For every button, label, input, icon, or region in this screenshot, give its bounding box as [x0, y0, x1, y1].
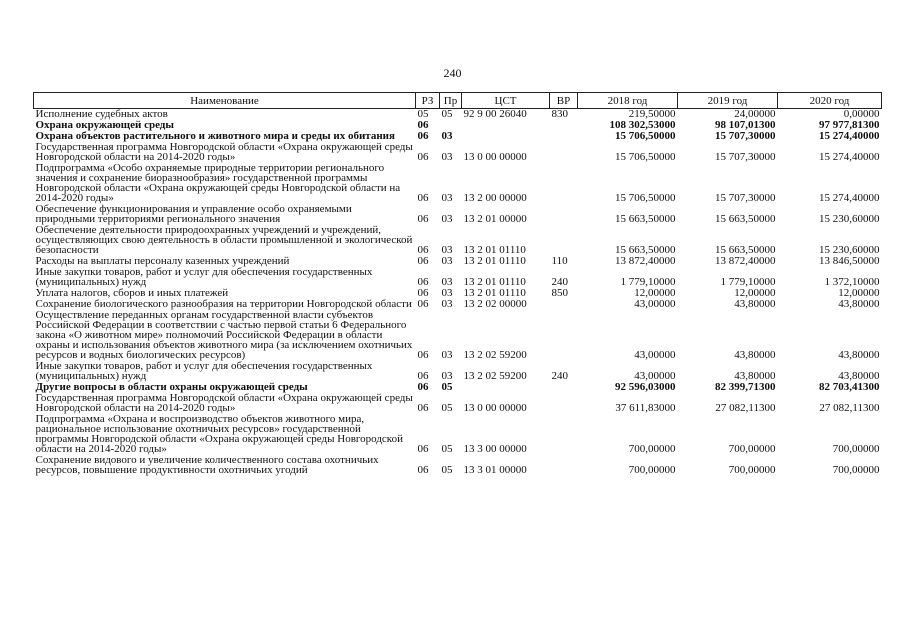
cell-cst: 13 3 01 00000	[463, 464, 527, 476]
cell-pr: 03	[441, 370, 453, 382]
cell-2020: 43,80000	[838, 349, 880, 361]
cell-cst: 13 3 00 00000	[463, 443, 527, 455]
cell-cst	[462, 382, 550, 393]
cell-2018: 92 596,03000	[615, 381, 676, 393]
cell-cst: 13 2 01 01110	[463, 276, 526, 288]
cell-2019: 27 082,11300	[715, 402, 776, 414]
cell-2020: 13 846,50000	[819, 255, 880, 267]
cell-vr	[550, 455, 578, 476]
cell-pr: 05	[441, 402, 453, 414]
header-vr: ВР	[550, 93, 578, 109]
cell-name: Обеспечение деятельности природоохранных учреждений и учреждений, осуществляющих свою деятельность в области промышленной и экологической безопасности	[35, 224, 413, 256]
header-pr: Пр	[440, 93, 462, 109]
cell-2019: 700,00000	[728, 443, 776, 455]
cell-rz: 06	[417, 287, 429, 299]
header-cst: ЦСТ	[462, 93, 550, 109]
cell-name: Сохранение биологического разнообразия на территории Новгородской области	[35, 298, 412, 310]
table-row	[34, 361, 882, 382]
cell-2018: 1 779,10000	[620, 276, 676, 288]
cell-pr: 03	[441, 255, 453, 267]
cell-2020: 15 274,40000	[819, 192, 880, 204]
cell-pr: 03	[441, 151, 453, 163]
cell-2019: 98 107,01300	[715, 119, 776, 131]
cell-cst: 13 2 02 59200	[463, 349, 527, 361]
cell-pr: 03	[441, 192, 453, 204]
cell-rz: 06	[417, 130, 429, 142]
cell-rz: 06	[417, 381, 429, 393]
table-row	[34, 455, 882, 476]
cell-name: Осуществление переданных органам государственной власти субъектов Российской Федерации в соответствии с частью первой статьи 6 Федерального закона «О животном мире» полномочий Российской Федерации в области охраны и использования объектов животного мира (за исключением охотничьих ресурсов и водных биологических ресурсов)	[35, 309, 413, 361]
cell-vr	[550, 204, 578, 225]
cell-2018: 700,00000	[628, 443, 676, 455]
cell-2018: 15 663,50000	[615, 244, 676, 256]
cell-cst: 13 2 02 59200	[463, 370, 527, 382]
cell-vr	[550, 299, 578, 310]
cell-cst: 13 2 01 01110	[463, 287, 526, 299]
cell-pr: 03	[441, 276, 453, 288]
cell-2020: 700,00000	[832, 464, 880, 476]
cell-2018: 700,00000	[628, 464, 676, 476]
cell-2020: 43,80000	[838, 298, 880, 310]
cell-pr: 03	[441, 287, 453, 299]
cell-2020: 700,00000	[832, 443, 880, 455]
cell-cst: 13 2 01 01110	[463, 255, 526, 267]
cell-name: Охрана окружающей среды	[35, 119, 174, 131]
cell-2019: 15 663,50000	[715, 213, 776, 225]
cell-2019: 24,00000	[734, 108, 776, 120]
table-body	[34, 109, 882, 477]
table-row	[34, 163, 882, 204]
cell-rz: 06	[417, 255, 429, 267]
cell-pr: 03	[441, 349, 453, 361]
header-2020: 2020 год	[778, 93, 882, 109]
cell-vr	[550, 163, 578, 204]
cell-2018: 13 872,40000	[615, 255, 676, 267]
header-name: Наименование	[34, 93, 416, 109]
cell-name: Расходы на выплаты персоналу казенных учреждений	[35, 255, 290, 267]
cell-cst: 13 2 00 00000	[463, 192, 527, 204]
cell-rz: 06	[417, 213, 429, 225]
cell-cst: 92 9 00 26040	[463, 108, 527, 120]
cell-rz: 06	[417, 151, 429, 163]
cell-2018: 37 611,83000	[615, 402, 676, 414]
cell-2019: 1 779,10000	[720, 276, 776, 288]
cell-name: Уплата налогов, сборов и иных платежей	[35, 287, 229, 299]
cell-pr: 03	[441, 213, 453, 225]
cell-2020: 1 372,10000	[824, 276, 880, 288]
cell-pr: 03	[441, 298, 453, 310]
cell-cst: 13 0 00 00000	[463, 402, 527, 414]
cell-name: Исполнение судебных актов	[35, 108, 168, 120]
cell-2020: 15 274,40000	[819, 130, 880, 142]
cell-rz: 06	[417, 298, 429, 310]
cell-name: Сохранение видового и увеличение количественного состава охотничьих ресурсов, повышение продуктивности охотничьих угодий	[35, 454, 379, 476]
cell-2019: 15 707,30000	[715, 192, 776, 204]
cell-pr: 05	[441, 443, 453, 455]
cell-name: Государственная программа Новгородской области «Охрана окружающей среды Новгородской области на 2014-2020 годы»	[35, 392, 413, 414]
cell-rz: 06	[417, 349, 429, 361]
table-row	[34, 204, 882, 225]
cell-cst: 13 0 00 00000	[463, 151, 527, 163]
cell-cst: 13 2 01 01110	[463, 244, 526, 256]
cell-pr: 03	[441, 244, 453, 256]
cell-2018: 15 706,50000	[615, 192, 676, 204]
cell-2019: 15 663,50000	[715, 244, 776, 256]
cell-name: Обеспечение функционирования и управление особо охраняемыми природными территориями регионального значения	[35, 203, 352, 225]
header-rz: РЗ	[416, 93, 440, 109]
cell-cst	[462, 131, 550, 142]
cell-2020: 82 703,41300	[819, 381, 880, 393]
cell-vr	[550, 120, 578, 131]
cell-vr: 850	[551, 287, 568, 299]
cell-rz: 06	[417, 244, 429, 256]
cell-2018: 12,00000	[634, 287, 676, 299]
table-row	[34, 225, 882, 256]
cell-2018: 15 663,50000	[615, 213, 676, 225]
cell-vr	[550, 393, 578, 414]
cell-2018: 43,00000	[634, 370, 676, 382]
cell-vr	[550, 142, 578, 163]
cell-2019: 43,80000	[734, 298, 776, 310]
cell-vr	[550, 310, 578, 361]
cell-name: Другие вопросы в области охраны окружающей среды	[35, 381, 308, 393]
cell-2020: 0,00000	[843, 108, 880, 120]
cell-vr: 240	[551, 276, 568, 288]
cell-vr: 110	[551, 255, 568, 267]
cell-2020: 15 230,60000	[819, 244, 880, 256]
cell-name: Иные закупки товаров, работ и услуг для обеспечения государственных (муниципальных) нужд	[35, 266, 373, 288]
table-row	[34, 310, 882, 361]
cell-vr	[550, 131, 578, 142]
cell-2019: 13 872,40000	[715, 255, 776, 267]
cell-2018: 43,00000	[634, 298, 676, 310]
cell-2020: 97 977,81300	[819, 119, 880, 131]
cell-2019: 82 399,71300	[715, 381, 776, 393]
cell-rz: 06	[417, 370, 429, 382]
cell-pr: 05	[441, 108, 453, 120]
table-row	[34, 393, 882, 414]
cell-2019: 43,80000	[734, 370, 776, 382]
cell-2020: 27 082,11300	[819, 402, 880, 414]
cell-rz: 05	[417, 108, 429, 120]
table-row	[34, 267, 882, 288]
header-2019: 2019 год	[678, 93, 778, 109]
cell-2018: 15 706,50000	[615, 151, 676, 163]
cell-name: Государственная программа Новгородской области «Охрана окружающей среды Новгородской области на 2014-2020 годы»	[35, 141, 413, 163]
cell-pr: 05	[441, 381, 453, 393]
table-row	[34, 414, 882, 455]
cell-rz: 06	[417, 192, 429, 204]
header-2018: 2018 год	[578, 93, 678, 109]
cell-2018: 43,00000	[634, 349, 676, 361]
cell-vr	[550, 414, 578, 455]
cell-cst: 13 2 02 00000	[463, 298, 527, 310]
cell-2020: 12,00000	[838, 287, 880, 299]
cell-name: Подпрограмма «Охрана и воспроизводство объектов животного мира, рациональное использование охотничьих ресурсов» государственной программы Новгородской области «Охрана окружающей среды Новгородской области на 2014-2020 годы»	[35, 413, 403, 455]
cell-pr: 03	[441, 130, 453, 142]
cell-2020: 15 230,60000	[819, 213, 880, 225]
cell-2020: 43,80000	[838, 370, 880, 382]
cell-cst	[462, 120, 550, 131]
cell-2018: 219,50000	[628, 108, 676, 120]
cell-2018: 108 302,53000	[609, 119, 676, 131]
cell-rz: 06	[417, 402, 429, 414]
cell-rz: 06	[417, 119, 429, 131]
table-header-row	[34, 93, 882, 109]
cell-rz: 06	[417, 464, 429, 476]
cell-cst: 13 2 01 00000	[463, 213, 527, 225]
cell-2020: 15 274,40000	[819, 151, 880, 163]
budget-table	[33, 92, 882, 476]
cell-name: Иные закупки товаров, работ и услуг для обеспечения государственных (муниципальных) нужд	[35, 360, 373, 382]
cell-pr: 05	[441, 464, 453, 476]
cell-2019: 15 707,30000	[715, 151, 776, 163]
table-row	[34, 142, 882, 163]
cell-vr: 240	[551, 370, 568, 382]
cell-vr	[550, 382, 578, 393]
cell-rz: 06	[417, 276, 429, 288]
cell-rz: 06	[417, 443, 429, 455]
cell-name: Охрана объектов растительного и животного мира и среды их обитания	[35, 130, 395, 142]
cell-2018: 15 706,50000	[615, 130, 676, 142]
cell-name: Подпрограмма «Особо охраняемые природные территории регионального значения и сохранение биоразнообразия» государственной программы Новгородской области «Охрана окружающей среды Новгородской области на 2014-2020 годы»	[35, 162, 401, 204]
cell-vr	[550, 225, 578, 256]
cell-2019: 43,80000	[734, 349, 776, 361]
cell-vr: 830	[551, 108, 568, 120]
cell-2019: 12,00000	[734, 287, 776, 299]
page-number: 240	[443, 66, 462, 80]
cell-2019: 700,00000	[728, 464, 776, 476]
cell-2019: 15 707,30000	[715, 130, 776, 142]
